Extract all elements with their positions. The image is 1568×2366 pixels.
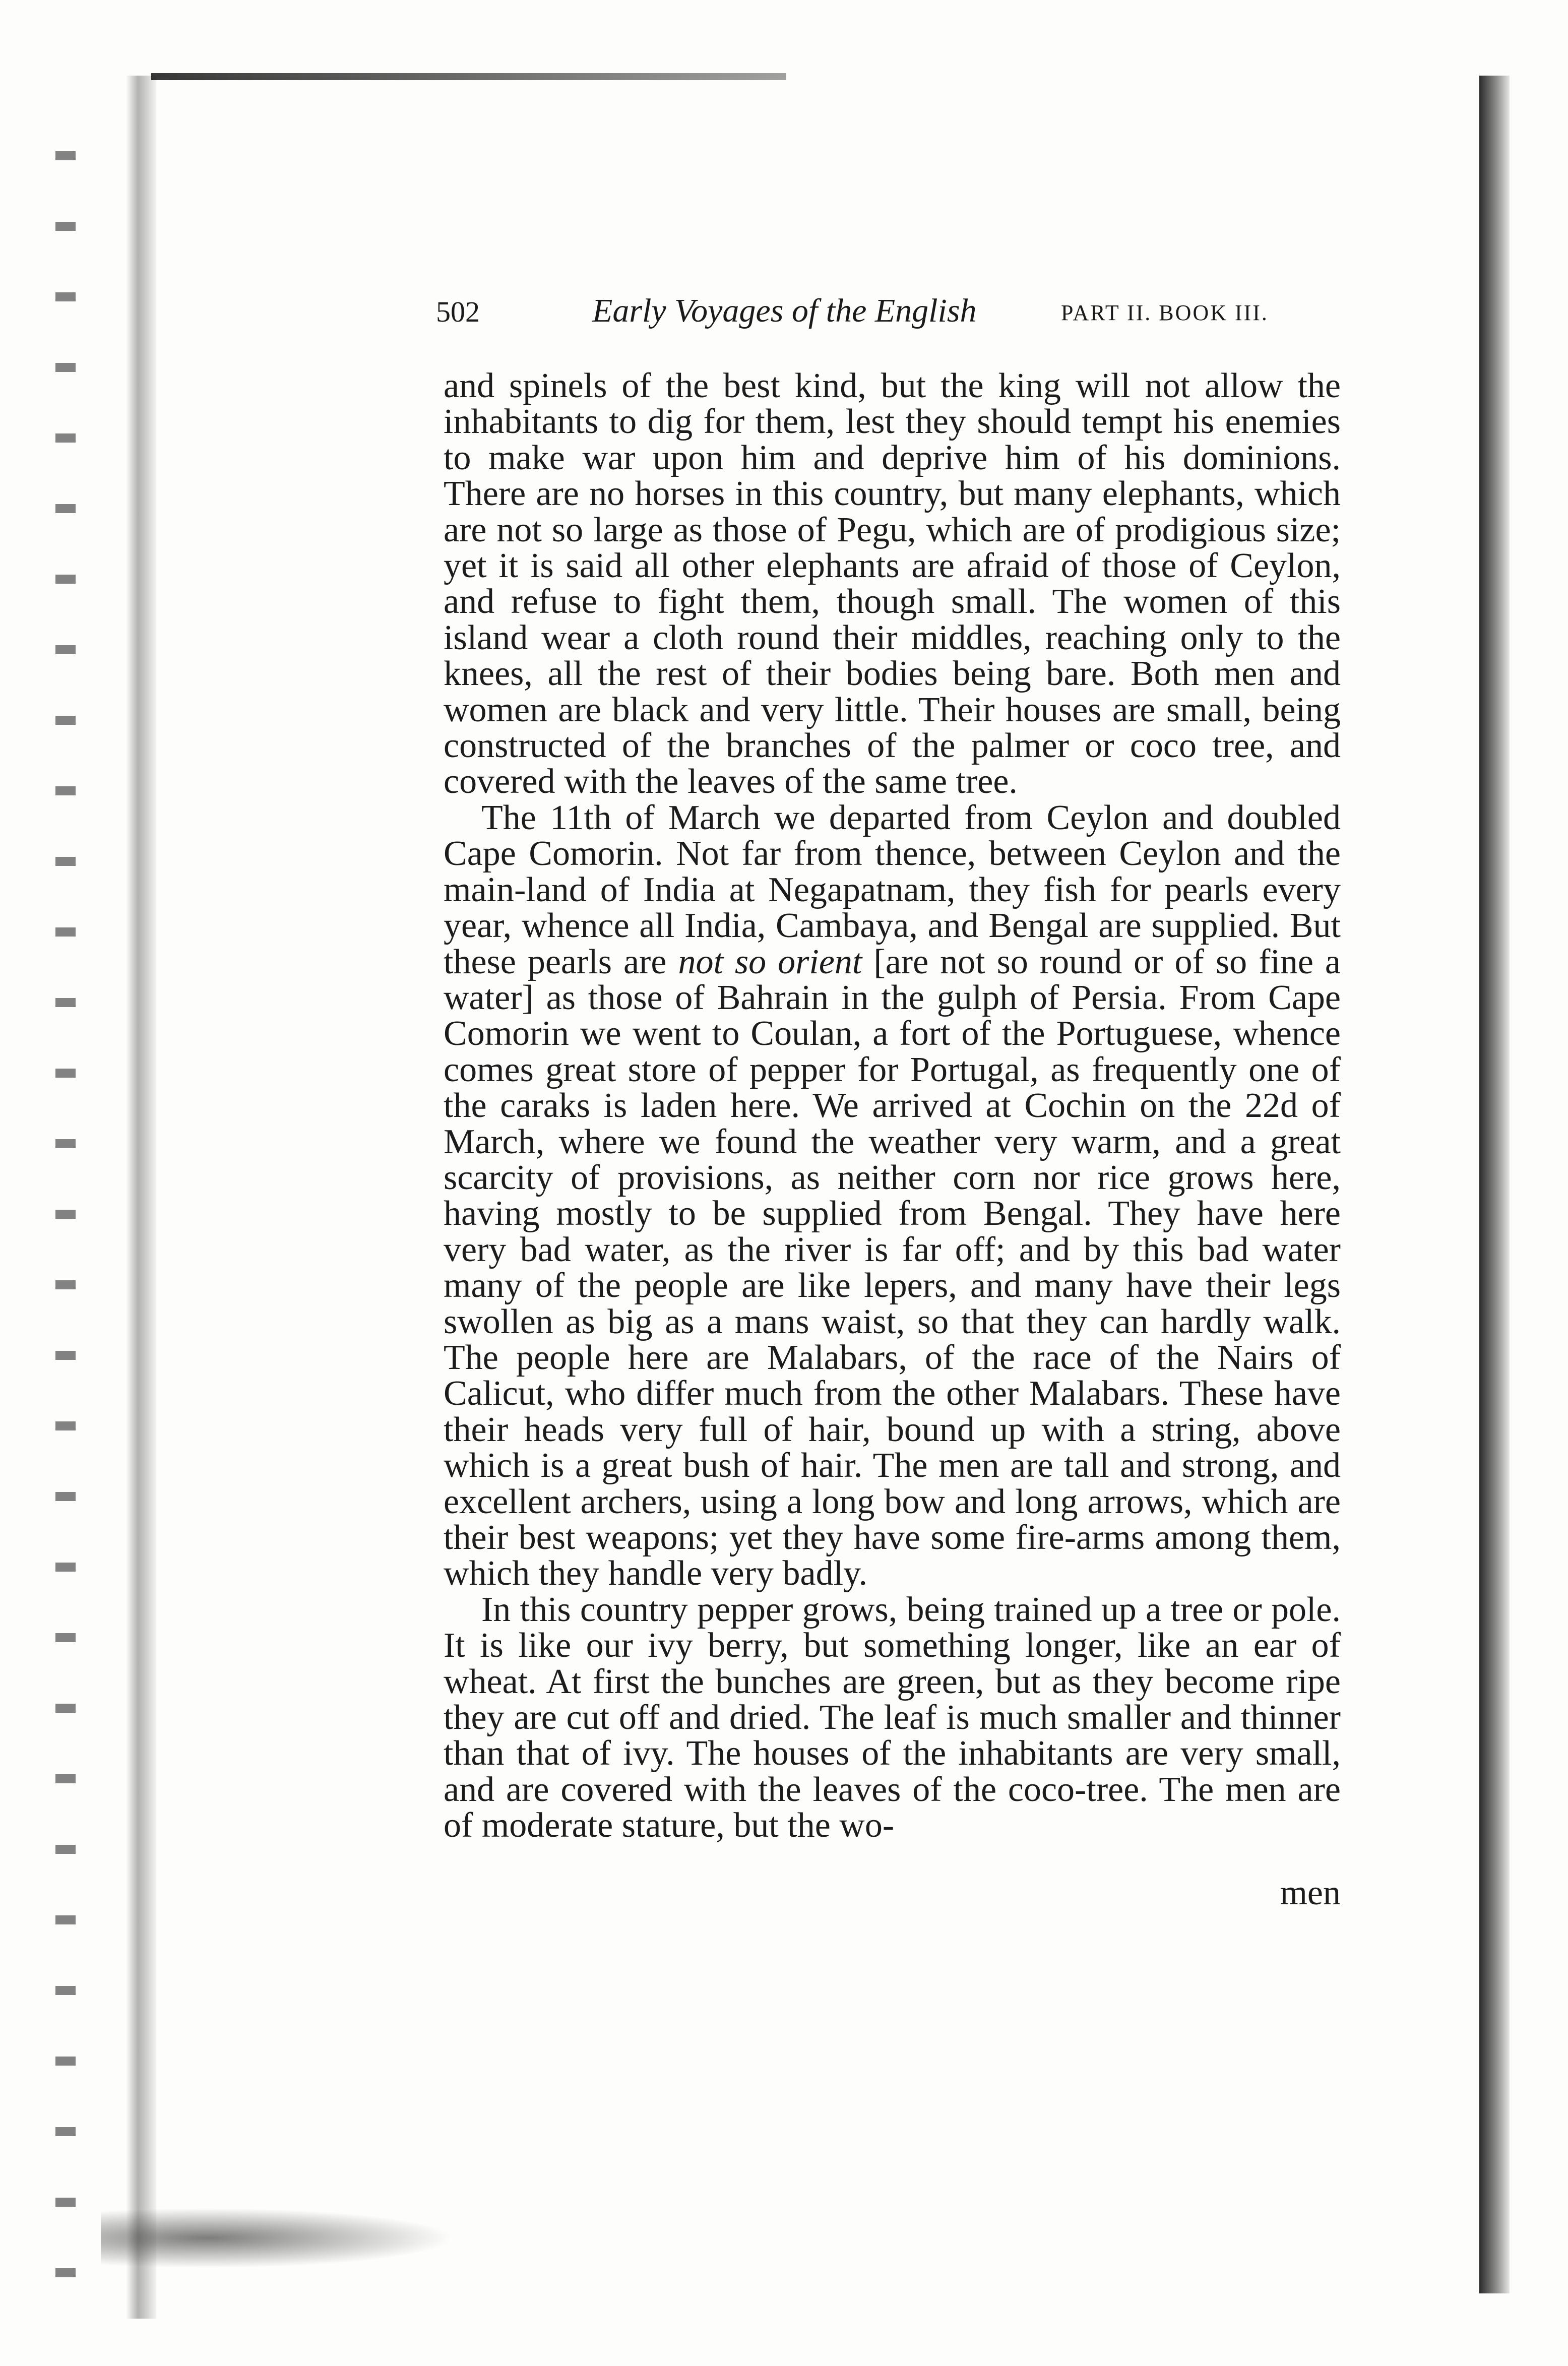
paragraph-text: The 11th of March we departed from Ceylon and doubled Cape Comorin. Not far from thence, between Ceylon and the main-land of India at Negapatnam, they fish for pearls every year, whence all India, Cambaya, and Bengal are supplied. But these pearls are	[444, 798, 1341, 981]
part-book-label: PART II. BOOK III.	[1061, 300, 1269, 325]
page-number: 502	[436, 295, 480, 328]
scan-artifact-top	[151, 73, 786, 80]
paragraph-text: [are not so round or of so fine a water] as those of Bahrain in the gulph of Persia. From Cape Comorin we went to Coulan, a fort of the Portuguese, whence comes great store of pepper for Portugal, as frequently one of the caraks is laden here. We arrived at Cochin on the 22d of March, where we found the weather very warm, and a great scarcity of provisions, as neither corn nor rice grows here, having mostly to be supplied from Bengal. They have here very bad water, as the river is far off; and by this bad water many of the people are like lepers, and many have their legs swollen as big as a mans waist, so that they can hardly walk. The people here are Malabars, of the race of the Nairs of Calicut, who differ much from the other Malabars. These have their heads very full of hair, bound up with a string, above which is a great bush of hair. The men are tall and strong, and excellent archers, using a long bow and long arrows, which are their best weapons; yet they have some fire-arms among them, which they handle very badly.	[444, 942, 1341, 1593]
scan-page-edge-right	[1479, 76, 1510, 2293]
paragraph-pepper: In this country pepper grows, being trained up a tree or pole. It is like our ivy berry, but something longer, like an ear of wheat. At first the bunches are green, but as they become ripe they are cut off and dried. The leaf is much smaller and thinner than that of ivy. The houses of the inhabitants are very small, and are covered with the leaves of the coco-tree. The men are of moderate stature, but the wo-	[444, 1590, 1341, 1845]
scan-artifact-left	[55, 151, 76, 2319]
scan-artifact-bottom	[101, 2208, 454, 2268]
running-title: Early Voyages of the English	[592, 292, 977, 329]
running-header	[436, 290, 1343, 350]
paragraph-ceylon-cochin	[444, 800, 1341, 1592]
paragraph-continuation: and spinels of the best kind, but the king will not allow the inhabitants to dig for them, lest they should tempt his enemies to make war upon him and deprive him of his dominions. There are no horses in this country, but many elephants, which are not so large as those of Pegu, which are of prodigious size; yet it is said all other elephants are afraid of those of Ceylon, and refuse to fight them, though small. The women of this island wear a cloth round their middles, reaching only to the knees, all the rest of their bodies being bare. Both men and women are black and very little. Their houses are small, being constructed of the branches of the palmer or coco tree, and covered with the leaves of the same tree.	[444, 366, 1341, 801]
italic-phrase: not so orient	[678, 942, 862, 981]
body-text	[444, 368, 1341, 1844]
scan-gutter-shadow	[126, 76, 156, 2319]
catchword: men	[1280, 1874, 1341, 1912]
